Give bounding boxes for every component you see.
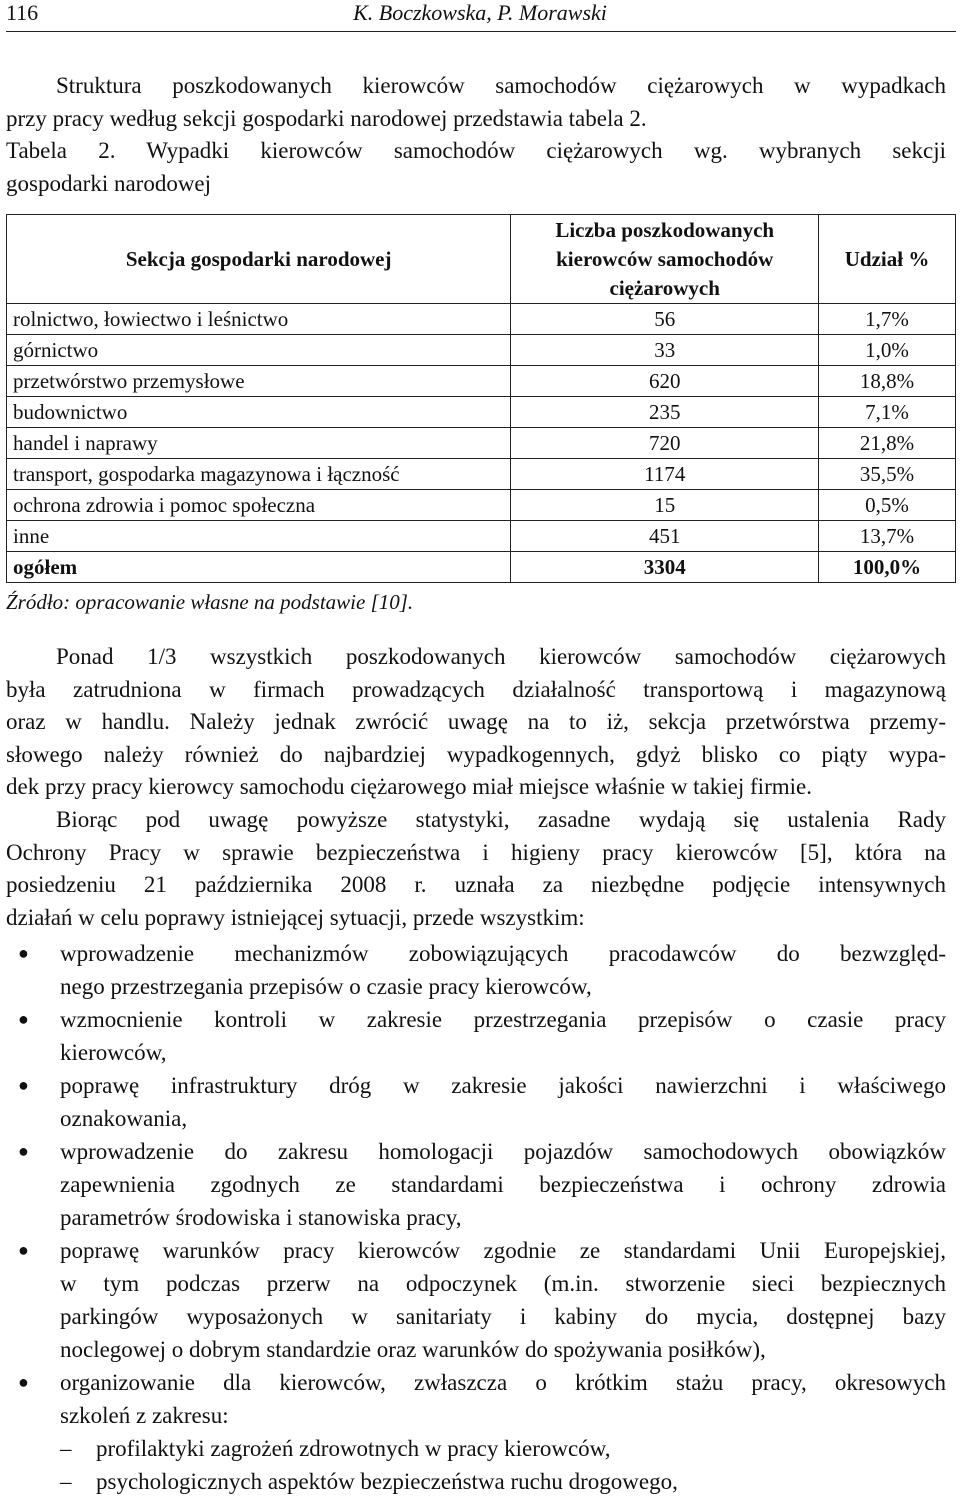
text-line: oznakowania, <box>60 1106 188 1131</box>
list-item <box>6 1234 946 1366</box>
cell-share: 1,0% <box>819 335 956 366</box>
text-line: posiedzeniu 21 października 2008 r. uznała za niezbędne podjęcie intensywnych <box>6 872 946 897</box>
text-line: oraz w handlu. Należy jednak zwrócić uwagę na to iż, sekcja przetwórstwa przemy- <box>6 709 946 734</box>
header-count: Liczba poszkodowanych kierowców samochodów ciężarowych <box>511 215 819 304</box>
cell-share: 100,0% <box>819 552 956 583</box>
table-row <box>7 428 956 459</box>
table-row <box>7 366 956 397</box>
text-line: kierowców, <box>60 1040 167 1065</box>
text-line: działań w celu poprawy istniejącej sytuacji, przede wszystkim: <box>6 904 585 930</box>
text-line: parametrów środowiska i stanowiska pracy, <box>60 1205 462 1230</box>
caption-line: Tabela 2. Wypadki kierowców samochodów ciężarowych wg. wybranych sekcji <box>6 138 946 163</box>
text-line: psychologicznych aspektów bezpieczeństwa ruchu drogowego, <box>96 1469 678 1494</box>
cell-share: 35,5% <box>819 459 956 490</box>
list-item <box>6 1366 946 1432</box>
text-line: parkingów wyposażonych w sanitariaty i kabiny do mycia, dostępnej bazy <box>60 1304 946 1329</box>
cell-share: 7,1% <box>819 397 956 428</box>
table-row <box>7 490 956 521</box>
table-caption <box>6 135 946 200</box>
bullet-icon: ● <box>18 1372 29 1392</box>
text-line: wprowadzenie do zakresu homologacji pojazdów samochodowych obowiązków <box>60 1139 946 1164</box>
header-share: Udział % <box>819 215 956 304</box>
bullet-icon: ● <box>18 1141 29 1161</box>
text-line: przy pracy według sekcji gospodarki narodowej przedstawia tabela 2. <box>6 105 647 131</box>
cell-count: 15 <box>511 490 819 521</box>
text-line: w tym podczas przerw na odpoczynek (m.in. stworzenie sieci bezpiecznych <box>60 1271 946 1296</box>
cell-share: 18,8% <box>819 366 956 397</box>
table-row <box>7 459 956 490</box>
table-row <box>7 397 956 428</box>
text-line: dek przy pracy kierowcy samochodu ciężarowego miał miejsce właśnie w takiej firmie. <box>6 774 812 799</box>
text-line: profilaktyki zagrożeń zdrowotnych w pracy kierowców, <box>96 1436 611 1461</box>
text-line: wzmocnienie kontroli w zakresie przestrzegania przepisów o czasie pracy <box>60 1007 946 1032</box>
list-item <box>6 1135 946 1234</box>
header-section: Sekcja gospodarki narodowej <box>7 215 511 304</box>
cell-count: 720 <box>511 428 819 459</box>
dash-list-item <box>6 1432 946 1465</box>
table-row <box>7 521 956 552</box>
cell-count: 620 <box>511 366 819 397</box>
cell-count: 33 <box>511 335 819 366</box>
body-paragraph-2 <box>6 804 946 934</box>
cell-section: przetwórstwo przemysłowe <box>7 366 511 397</box>
table-total-row <box>7 552 956 583</box>
bullet-icon: ● <box>18 943 29 963</box>
cell-section: ogółem <box>7 552 511 583</box>
body-paragraph-1 <box>6 641 946 804</box>
text-line: nego przestrzegania przepisów o czasie pracy kierowców, <box>60 974 592 999</box>
cell-count: 1174 <box>511 459 819 490</box>
table-row <box>7 304 956 335</box>
text-line: szkoleń z zakresu: <box>60 1403 229 1428</box>
cell-section: inne <box>7 521 511 552</box>
cell-count: 235 <box>511 397 819 428</box>
page-number: 116 <box>6 0 39 25</box>
cell-count: 451 <box>511 521 819 552</box>
bullet-icon: ● <box>18 1009 29 1029</box>
list-item <box>6 937 946 1003</box>
dash-icon: – <box>60 1436 72 1461</box>
text-line: wprowadzenie mechanizmów zobowiązujących pracodawców do bezwzględ- <box>60 941 946 966</box>
list-item <box>6 1069 946 1135</box>
cell-section: budownictwo <box>7 397 511 428</box>
text-line: Ochrony Pracy w sprawie bezpieczeństwa i higieny pracy kierowców [5], która na <box>6 839 946 865</box>
cell-share: 21,8% <box>819 428 956 459</box>
bullet-icon: ● <box>18 1240 29 1260</box>
cell-share: 13,7% <box>819 521 956 552</box>
running-authors: K. Boczkowska, P. Morawski <box>353 0 607 25</box>
cell-section: ochrona zdrowia i pomoc społeczna <box>7 490 511 521</box>
cell-share: 1,7% <box>819 304 956 335</box>
dash-icon: – <box>60 1469 72 1494</box>
caption-line: gospodarki narodowej <box>6 170 212 196</box>
cell-share: 0,5% <box>819 490 956 521</box>
table-header-row <box>7 215 956 304</box>
dash-list-item <box>6 1465 946 1498</box>
text-line: poprawę infrastruktury dróg w zakresie jakości nawierzchni i właściwego <box>60 1073 946 1098</box>
text-line: noclegowej o dobrym standardzie oraz warunków do spożywania posiłków), <box>60 1337 766 1362</box>
text-line: Ponad 1/3 wszystkich poszkodowanych kierowców samochodów ciężarowych <box>56 644 946 669</box>
header-rule <box>6 31 956 32</box>
running-header <box>6 0 954 30</box>
list-item <box>6 1003 946 1069</box>
text-line: zapewnienia zgodnych ze standardami bezpieczeństwa i ochrony zdrowia <box>60 1172 946 1197</box>
intro-paragraph <box>6 70 946 135</box>
text-line: poprawę warunków pracy kierowców zgodnie ze standardami Unii Europejskiej, <box>60 1238 946 1263</box>
text-line: organizowanie dla kierowców, zwłaszcza o krótkim stażu pracy, okresowych <box>60 1370 946 1395</box>
bullet-icon: ● <box>18 1075 29 1095</box>
table-source: Źródło: opracowanie własne na podstawie [10]. <box>6 590 414 614</box>
cell-count: 3304 <box>511 552 819 583</box>
bullet-list <box>6 937 946 1498</box>
cell-section: rolnictwo, łowiectwo i leśnictwo <box>7 304 511 335</box>
table-row <box>7 335 956 366</box>
text-line: słowego należy również do najbardziej wypadkogennych, gdyż blisko co piąty wypa- <box>6 741 946 767</box>
text-line: była zatrudniona w firmach prowadzących działalność transportową i magazynową <box>6 676 946 702</box>
text-line: Struktura poszkodowanych kierowców samochodów ciężarowych w wypadkach <box>56 73 946 98</box>
cell-count: 56 <box>511 304 819 335</box>
cell-section: górnictwo <box>7 335 511 366</box>
cell-section: handel i naprawy <box>7 428 511 459</box>
accidents-table <box>6 214 956 583</box>
text-line: Biorąc pod uwagę powyższe statystyki, zasadne wydają się ustalenia Rady <box>56 807 946 832</box>
cell-section: transport, gospodarka magazynowa i łączność <box>7 459 511 490</box>
